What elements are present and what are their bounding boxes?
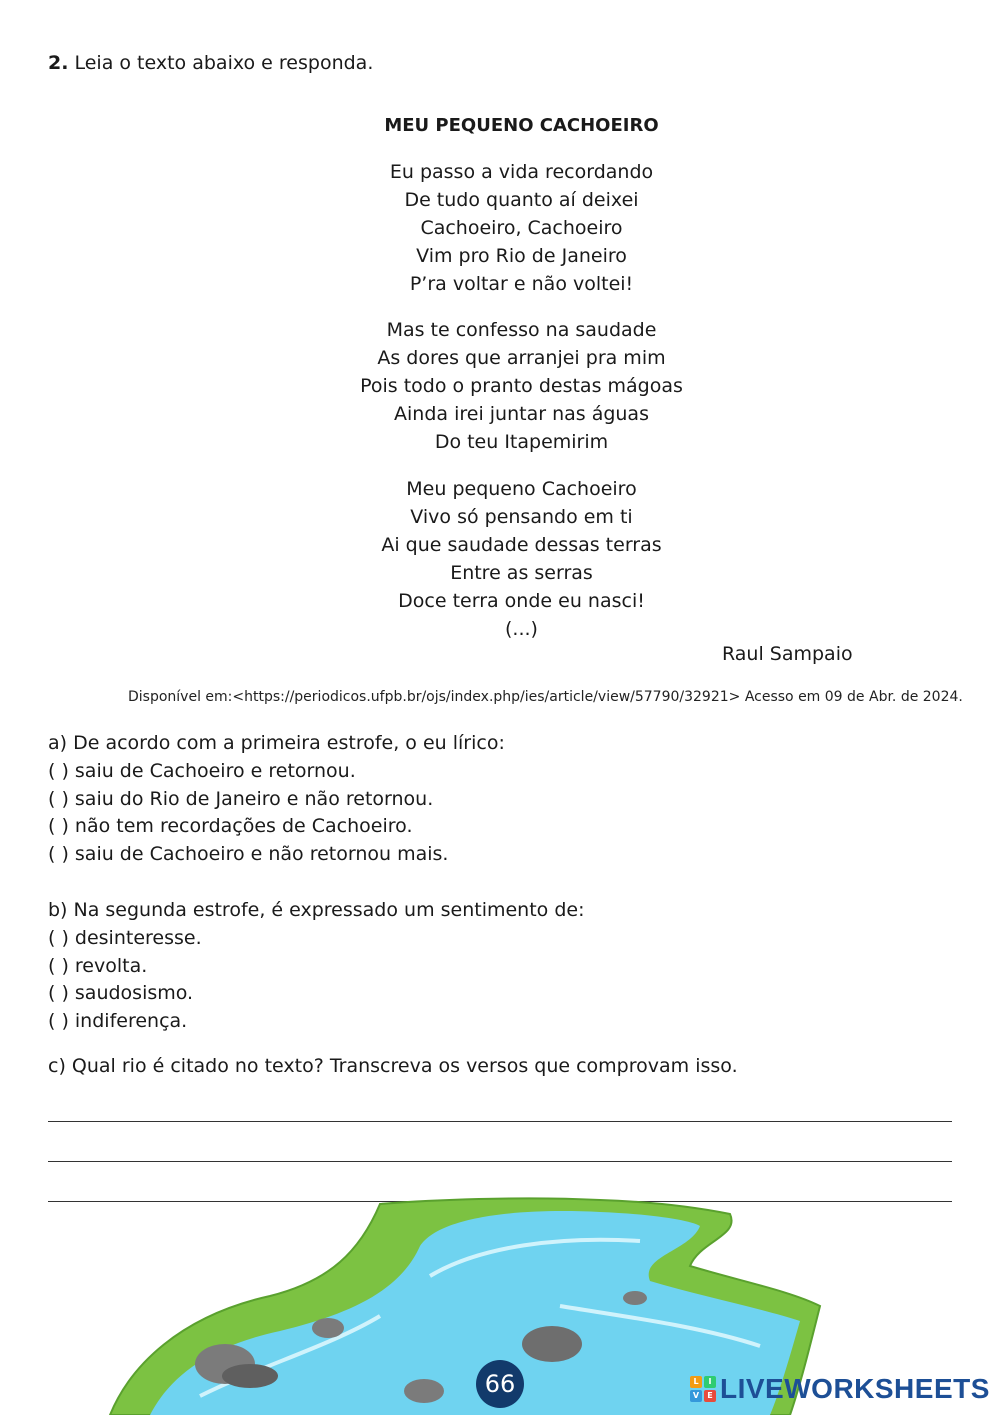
option-checkbox[interactable]: ( ) saiu de Cachoeiro e não retornou mais. <box>48 843 449 866</box>
rock-icon <box>222 1364 278 1388</box>
verse: Doce terra onde eu nasci! <box>398 590 645 612</box>
verse: Pois todo o pranto destas mágoas <box>360 375 683 397</box>
option-checkbox[interactable]: ( ) saiu de Cachoeiro e retornou. <box>48 759 356 782</box>
poem-author: Raul Sampaio <box>722 643 853 665</box>
verse: Ainda irei juntar nas águas <box>394 403 649 425</box>
logo-letter: I <box>704 1376 716 1388</box>
question-a-prompt: a) De acordo com a primeira estrofe, o eu lírico: <box>48 732 505 754</box>
verse: Entre as serras <box>450 562 593 584</box>
verse: Ai que saudade dessas terras <box>381 534 662 556</box>
question-c-prompt: c) Qual rio é citado no texto? Transcreva os versos que comprovam isso. <box>48 1055 738 1077</box>
source-citation: Disponível em:<https://periodicos.ufpb.br/ojs/index.php/ies/article/view/57790/32921> Acesso em 09 de Abr. de 2024. <box>128 689 963 705</box>
liveworksheets-wordmark: LIVEWORKSHEETS <box>720 1373 990 1404</box>
verse: Cachoeiro, Cachoeiro <box>420 217 623 239</box>
verse: Meu pequeno Cachoeiro <box>406 478 637 500</box>
rock-icon <box>404 1379 444 1403</box>
rock-icon <box>312 1318 344 1338</box>
verse: As dores que arranjei pra mim <box>377 347 666 369</box>
logo-letter: V <box>690 1390 702 1402</box>
logo-letter: L <box>690 1376 702 1388</box>
verse: Mas te confesso na saudade <box>386 319 657 341</box>
rock-icon <box>522 1326 582 1362</box>
verse: De tudo quanto aí deixei <box>404 189 639 211</box>
option-checkbox[interactable]: ( ) revolta. <box>48 954 148 977</box>
rock-icon <box>623 1291 647 1305</box>
question-number: 2. <box>48 52 69 74</box>
stanza-1 <box>0 158 999 298</box>
option-checkbox[interactable]: ( ) saiu do Rio de Janeiro e não retornou. <box>48 787 434 810</box>
instruction <box>48 52 373 74</box>
verse: Eu passo a vida recordando <box>389 161 654 183</box>
answer-line-2[interactable] <box>48 1161 952 1162</box>
option-checkbox[interactable]: ( ) não tem recordações de Cachoeiro. <box>48 815 413 838</box>
page-number: 66 <box>476 1360 524 1408</box>
answer-line-1[interactable] <box>48 1121 952 1122</box>
stanza-3 <box>0 475 999 643</box>
instruction-text: Leia o texto abaixo e responda. <box>68 52 374 74</box>
liveworksheets-icon <box>690 1376 716 1402</box>
verse: (...) <box>505 618 538 640</box>
question-b <box>48 897 585 1036</box>
question-a <box>48 730 505 869</box>
verse: Vivo só pensando em ti <box>410 506 633 528</box>
option-checkbox[interactable]: ( ) saudosismo. <box>48 982 194 1005</box>
poem-title: MEU PEQUENO CACHOEIRO <box>384 115 659 136</box>
option-checkbox[interactable]: ( ) indiferença. <box>48 1010 188 1033</box>
question-b-prompt: b) Na segunda estrofe, é expressado um sentimento de: <box>48 899 585 921</box>
option-checkbox[interactable]: ( ) desinteresse. <box>48 926 202 949</box>
logo-letter: E <box>704 1390 716 1402</box>
verse: P’ra voltar e não voltei! <box>409 273 634 295</box>
liveworksheets-logo[interactable] <box>690 1372 990 1406</box>
verse: Do teu Itapemirim <box>434 431 609 453</box>
verse: Vim pro Rio de Janeiro <box>416 245 627 267</box>
stanza-2 <box>0 316 999 456</box>
